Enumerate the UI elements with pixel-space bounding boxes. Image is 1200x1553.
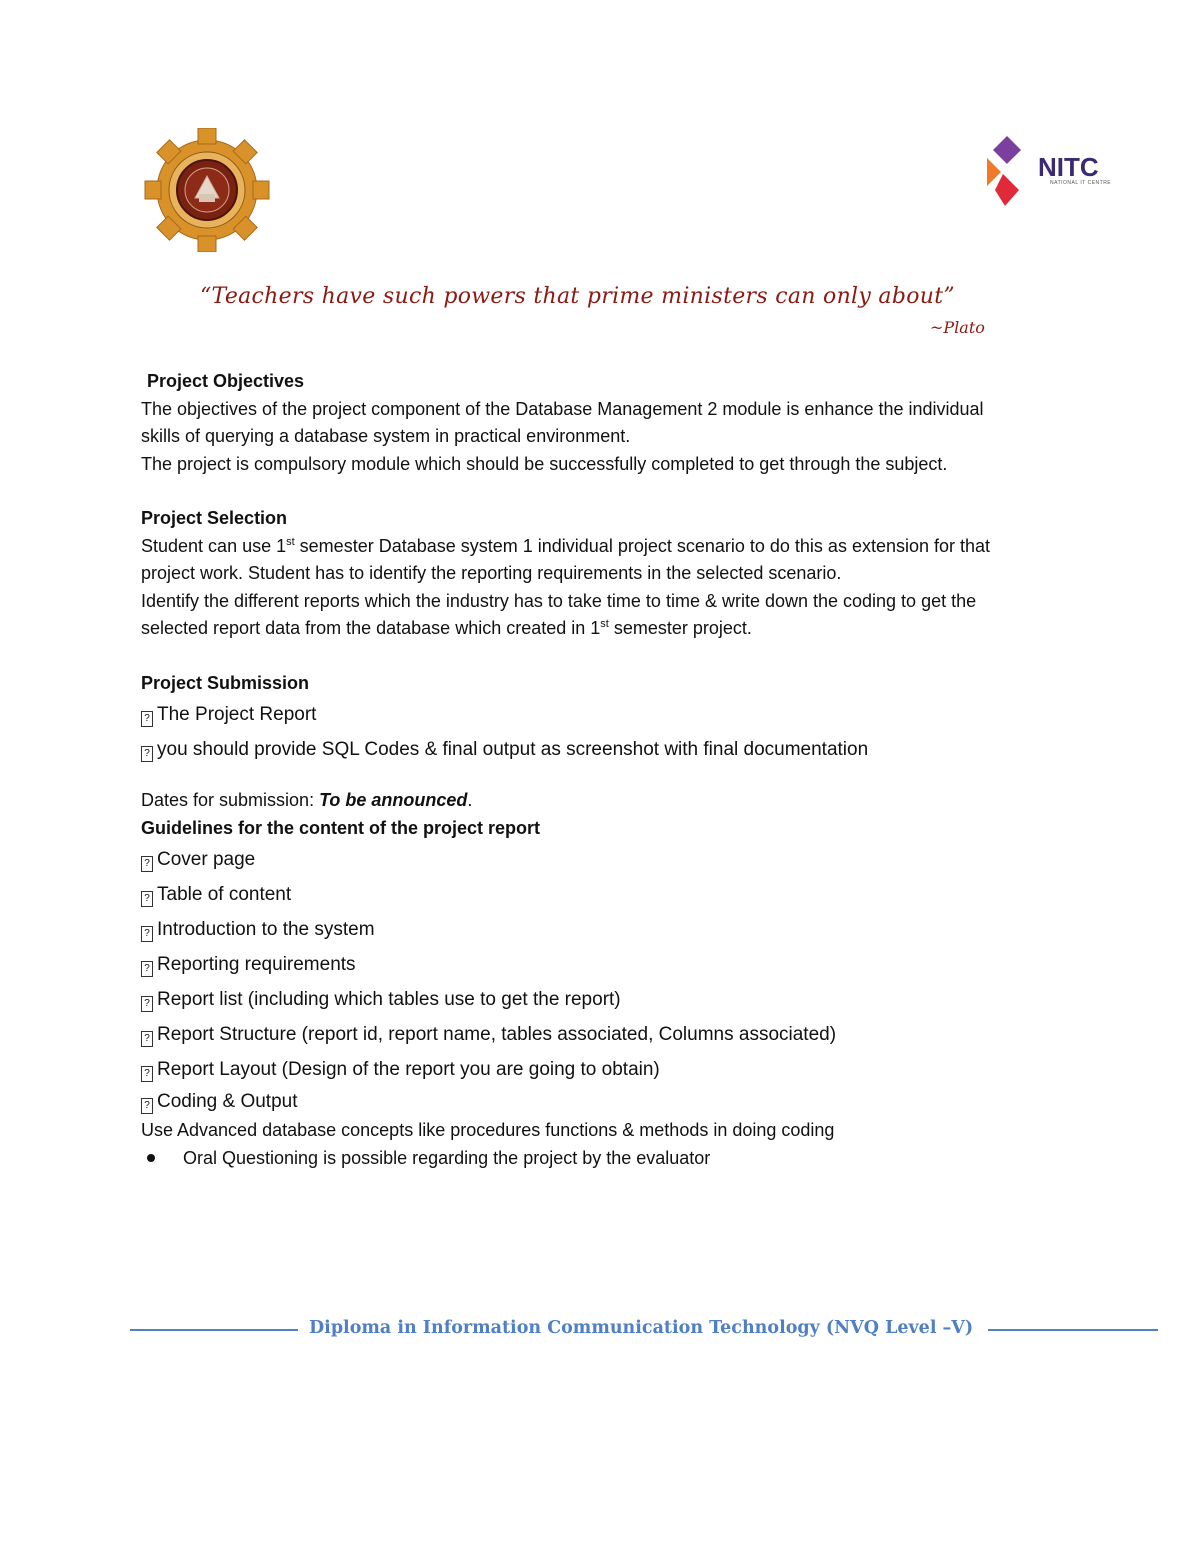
guideline-item: ? Report Structure (report id, report name, tables associated, Columns associated) bbox=[141, 1017, 1151, 1052]
missing-glyph-icon: ? bbox=[141, 996, 153, 1012]
submission-item: ? The Project Report bbox=[141, 697, 1151, 732]
missing-glyph-icon: ? bbox=[141, 856, 153, 872]
selection-line-1: Student can use 1st semester Database system 1 individual project scenario to do this as extension for that bbox=[141, 535, 991, 556]
objectives-line-3: The project is compulsory module which should be successfully completed to get through the subject. bbox=[141, 453, 948, 474]
missing-glyph-icon: ? bbox=[141, 1031, 153, 1047]
footer-rule-left bbox=[130, 1329, 298, 1331]
guideline-item: ? Report Layout (Design of the report you are going to obtain) bbox=[141, 1052, 1151, 1087]
missing-glyph-icon: ? bbox=[141, 746, 153, 762]
missing-glyph-icon: ? bbox=[141, 926, 153, 942]
document-body bbox=[141, 368, 1151, 1172]
guideline-item: ? Report list (including which tables use to get the report) bbox=[141, 982, 1151, 1017]
quote-text: “Teachers have such powers that prime ministers can only about” bbox=[200, 284, 955, 309]
guidelines-note: Use Advanced database concepts like procedures functions & methods in doing coding bbox=[141, 1120, 835, 1140]
selection-heading: Project Selection bbox=[141, 508, 288, 528]
nitc-logo-text: NITC bbox=[1038, 152, 1099, 182]
submission-dates: Dates for submission: To be announced. bbox=[141, 790, 473, 810]
objectives-heading: Project Objectives bbox=[147, 371, 305, 391]
selection-line-4: selected report data from the database which created in 1st semester project. bbox=[141, 618, 752, 638]
submission-item: ? you should provide SQL Codes & final output as screenshot with final documentation bbox=[141, 732, 1151, 767]
quote-author: ~Plato bbox=[930, 318, 985, 337]
missing-glyph-icon: ? bbox=[141, 961, 153, 977]
nitc-logo-subtext: NATIONAL IT CENTRE bbox=[1050, 180, 1112, 186]
gear-emblem-logo bbox=[142, 128, 272, 252]
missing-glyph-icon: ? bbox=[141, 1066, 153, 1082]
guideline-item: ? Table of content bbox=[141, 877, 1151, 912]
missing-glyph-icon: ? bbox=[141, 891, 153, 907]
bullet-list-item: Oral Questioning is possible regarding the project by the evaluator bbox=[141, 1145, 1151, 1173]
footer-rule-right bbox=[988, 1329, 1158, 1331]
selection-line-2: project work. Student has to identify the reporting requirements in the selected scenario. bbox=[141, 563, 842, 583]
submission-heading: Project Submission bbox=[141, 672, 310, 693]
missing-glyph-icon: ? bbox=[141, 711, 153, 727]
footer-title: Diploma in Information Communication Technology (NVQ Level –V) bbox=[309, 1318, 974, 1338]
guideline-item: ? Reporting requirements bbox=[141, 947, 1151, 982]
guideline-item: ? Introduction to the system bbox=[141, 912, 1151, 947]
guidelines-heading: Guidelines for the content of the project report bbox=[141, 817, 541, 838]
guideline-item: ? Coding & Output bbox=[141, 1087, 1151, 1117]
bullet-icon bbox=[147, 1154, 155, 1162]
selection-line-3: Identify the different reports which the industry has to take time to time & write down the coding to get the bbox=[141, 590, 977, 611]
missing-glyph-icon: ? bbox=[141, 1098, 153, 1114]
objectives-line-2: skills of querying a database system in practical environment. bbox=[141, 426, 631, 446]
guideline-item: ? Cover page bbox=[141, 842, 1151, 877]
objectives-line-1: The objectives of the project component of the Database Management 2 module is enhance the individual bbox=[141, 398, 984, 419]
